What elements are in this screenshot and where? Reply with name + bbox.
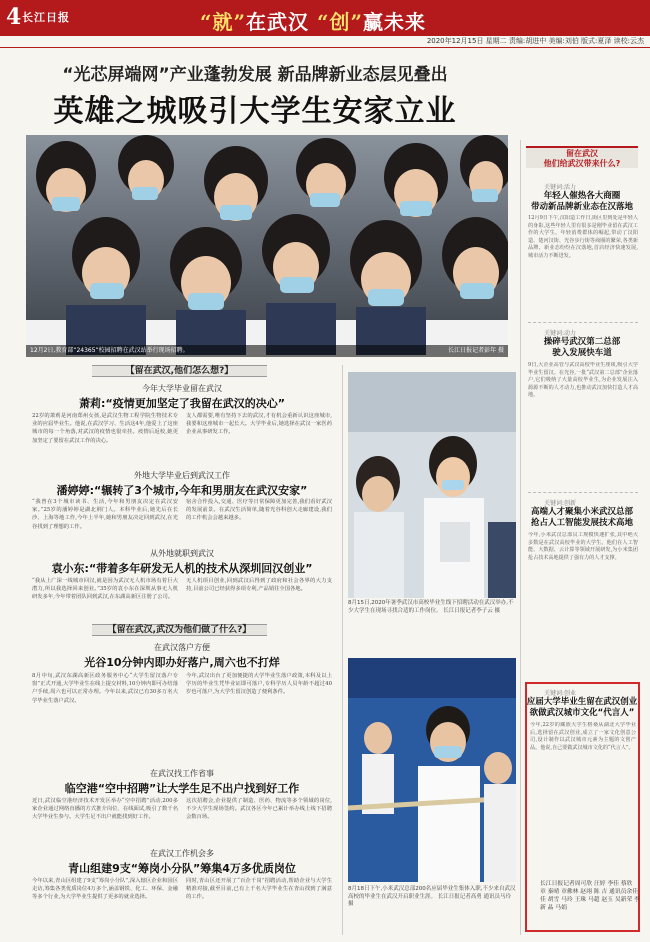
lead-caption-text: 12月2日,教育部“24365”校园招聘在武汉站举行现场招聘。: [30, 347, 189, 354]
tug-of-war-photo-caption: [348, 886, 516, 909]
rail-story3-keyword: 关键词:创新: [544, 500, 577, 507]
lead-photo: [26, 135, 508, 355]
rail-story4-text: 今年,22岁的藏族大学生格桑从湖北大学毕业后,选择留在武汉创业,成立了一家文化创意公司,设计制作以武汉城市元素为主题的文创产品。他说,自己要做武汉城市文化的“代言人”。: [530, 722, 636, 751]
tug-of-war-caption-text: 8月18日下午,小米武汉总部200名应届毕业生集体入职,不少来自武汉高校的毕业生在武汉开启职业生涯。: [348, 886, 516, 900]
crowd-photo-illustration: [26, 135, 508, 355]
s2-item1-headline: 光谷10分钟内即办好落户,周六也不打烊: [84, 656, 280, 669]
s2-item1-kicker: 在武汉落户方便: [154, 643, 210, 652]
s2-item3-text-right: 同时,青山区还开展了“百企千岗”招聘活动,帮助企业与大学生精准对接,截至目前,已有上千名大学毕业生在青山找到了满意的工作。: [186, 878, 332, 901]
lead-photo-credit: 长江日报记者彭年 摄: [448, 347, 504, 354]
tug-of-war-photo: [348, 658, 516, 882]
rail-divider: [520, 140, 521, 935]
rail-title-box: [526, 146, 638, 168]
s1-item1-kicker: 今年大学毕业留在武汉: [142, 384, 222, 393]
tug-of-war-photo-credit: 长江日报记者高勇 通讯员马玲 摄: [348, 893, 512, 908]
slogan-part-2: 在武汉: [246, 10, 317, 34]
section1-band: 【留在武汉,他们怎么想?】: [92, 365, 267, 377]
s2-item3-headline: 青山组建9支“筹岗小分队”筹集4万多优质岗位: [68, 862, 296, 875]
s1-item3-kicker: 从外地就职到武汉: [150, 549, 214, 558]
rail-separator: [528, 492, 638, 493]
rail-story4-title: 应届大学毕业生留在武汉创业 欲做武汉城市文化“代言人”: [526, 697, 638, 718]
rail-separator: [528, 322, 638, 323]
rail-story2-title: 操碎号武汉第二总部 驶入发展快车道: [543, 337, 621, 358]
s2-item3-kicker: 在武汉工作机会多: [150, 849, 214, 858]
rail-story1-title: 年轻人催热各大商圈 带动新品牌新业态在汉落地: [530, 191, 633, 212]
s2-item1-text-left: 8月中旬,武汉东湖高新区政务服务中心“大学生留汉落户专窗”正式开通,大学毕业生在线上提交材料,10分钟内即可办结落户手续,周六也可以正常办理。今年以来,武汉已有30多万名大学毕业生落户武汉。: [32, 673, 178, 704]
lead-headline: 英雄之城吸引大学生安家立业: [53, 94, 457, 129]
masthead: [0, 0, 650, 36]
s2-item2-headline: 临空港“空中招聘”让大学生足不出户找到好工作: [64, 782, 300, 795]
reporter-credits: 长江日报记者周可欣 汪婷 李佳 蔡欣 章 秦晴 章佛林 赵翊 陈 吉 通讯员余佳佳 胡雪 马玲 王珠 马超 赵玉 吴新荣 李新 晶 马娟: [540, 881, 640, 911]
rail-story1-text: 12月9日下午,汉阳造工作日,街区里到处是年轻人的身影,这些年轻人里有很多是刚毕业留在武汉工作的大学生。年轻消费群体的崛起,带动了汉阳造、楚河汉街、光谷步行街等商圈的繁荣,各类新品牌、新业态纷纷在汉落地,首店经济快速发展,城市活力不断迸发。: [528, 215, 638, 259]
lead-photo-caption: [26, 345, 508, 357]
job-fair-photo-illustration: [348, 372, 516, 598]
job-fair-caption-text: 8月15日,2020年暑季武汉市高校毕业生线下招聘活动在武汉举办,不少大学生在现场寻找合适的工作岗位。: [348, 600, 514, 614]
s2-item3-text-left: 今年以来,青山区组建了9支“筹岗小分队”,深入辖区企业和园区走访,筹集各类优质岗位4万多个,涵盖钢铁、化工、环保、金融等多个行业,为大学毕业生提供了更多的就业选择。: [32, 878, 178, 901]
rail-story2-text: 9日,大企业高管与武汉高校毕业生座谈,吸引大学毕业生留汉。在光谷,一批“武汉第二总部”企业落户,它们吸纳了大量高校毕业生,为企业发展注入源源不断的人才动力,也推动武汉加快打造人才高地。: [528, 362, 638, 399]
s2-item1-text-right: 今年,武汉出台了更加便捷的大学毕业生落户政策,本科及以上学历的毕业生凭毕业证即可落户,专科学历人员年龄不超过40岁也可落户,为大学生留汉创造了便利条件。: [186, 673, 332, 696]
rail-story3-text: 今年,小米武汉总部员工规模快速扩张,其中绝大多数是在武汉高校毕业的大学生。他们在人工智能、大数据、云计算等领域开展研发,为小米集团抢占技术高地提供了强有力的人才支撑。: [528, 532, 638, 561]
s2-item2-text-right: 这次招聘会,企业提供了制造、医药、物流等多个领域的岗位,不少大学生现场签约。武汉各区今年已累计举办线上线下招聘会数百场。: [186, 798, 332, 821]
job-fair-photo-caption: [348, 600, 516, 615]
rail-title-line-2: 他们给武汉带来什么?: [543, 159, 621, 168]
s1-item1-text-right: 支人都需要,唯有坚持下去的武汉,才有机会重新认识这座城市,我要和这座城市一起长大。大学毕业后,她选择在武汉一家医药企业从事研发工作。: [186, 413, 332, 436]
page-number: 4: [6, 4, 22, 30]
rail-story2-keyword: 关键词:动力: [544, 330, 577, 337]
brand-name: 长江日报: [22, 11, 70, 24]
lead-kicker: “光芯屏端网”产业蓬勃发展 新品牌新业态层见叠出: [62, 65, 448, 85]
dateline: 2020年12月15日 星期二 责编:胡进中 美编:刘伯 版式:夏泽 读校:云杰: [0, 36, 650, 48]
s2-item2-kicker: 在武汉找工作省事: [150, 769, 214, 778]
column-divider: [342, 365, 343, 935]
slogan-part-3: “创”: [316, 10, 363, 34]
s1-item3-text-left: “我从上广深一线城市回汉,就是因为武汉无人机市场有着巨大潜力,所以我选择回来创业。”35岁的袁小东在深圳从事无人机研发多年,今年带着团队回到武汉,在东湖高新区注册了公司。: [32, 578, 178, 601]
rail-title-line-1: 留在武汉: [566, 149, 598, 158]
s1-item3-text-right: 无人机项目创业,回到武汉后得到了政府和社会各界的大力支持,目前公司已经获得多项专利,产品销往全国各地。: [186, 578, 332, 593]
s2-item2-text-left: 近日,武汉临空港经济技术开发区举办“空中招聘”活动,200多家企业通过网络直播的方式推介岗位、在线面试,吸引了数千名大学毕业生参与。大学生足不出户就能找到好工作。: [32, 798, 178, 821]
rail-story4-keyword: 关键词:创业: [544, 690, 577, 697]
job-fair-photo: [348, 372, 516, 598]
s1-item2-text-right: 宿舍合作投入,交通、医疗等日常保障更加完善,我们看好武汉的发展前景。在武汉生活简单,随着光谷科创大走廊建设,我们的工作机会会越来越多。: [186, 499, 332, 522]
tug-of-war-photo-illustration: [348, 658, 516, 882]
s1-item2-headline: 潘婷婷:“辗转了3个城市,今年和男朋友在武汉安家”: [56, 484, 308, 497]
s1-item2-kicker: 外地大学毕业后到武汉工作: [134, 471, 230, 480]
rail-story3-title: 高端人才聚集小米武汉总部 抢占人工智能发展技术高地: [530, 507, 633, 528]
slogan-part-4: 赢未来: [363, 10, 426, 34]
job-fair-photo-credit: 长江日报记者李子云 摄: [443, 607, 501, 614]
page-slogan: [200, 6, 426, 35]
rail-story1-keyword: 关键词:活力: [544, 184, 577, 191]
s1-item3-headline: 袁小东:“带着多年研发无人机的技术从深圳回汉创业”: [51, 562, 313, 575]
s1-item1-headline: 萧莉:“疫情更加坚定了我留在武汉的决心”: [79, 397, 285, 410]
s1-item2-text-left: “我曾在3个城市读书、生活,今年和男朋友决定在武汉安家。”25岁的潘婷婷是湖北荆门人。本科毕业后,她先后在长沙、上海等地工作,今年上半年,她和男朋友决定回到武汉,在光谷找到了理想的工作。: [32, 499, 178, 530]
section2-band: 【留在武汉,武汉为他们做了什么?】: [92, 624, 267, 636]
slogan-part-1: “就”: [200, 10, 247, 34]
s1-item1-text-left: 22岁的萧莉是河南郑州女孩,是武汉生物工程学院生物技术专业的应届毕业生。他说,在武汉学习、生活这4年,他爱上了这座城市的每一个角落,对武汉的疫情也很牵挂。疫情后返校,她更加坚定了要留在武汉工作的决心。: [32, 413, 178, 444]
